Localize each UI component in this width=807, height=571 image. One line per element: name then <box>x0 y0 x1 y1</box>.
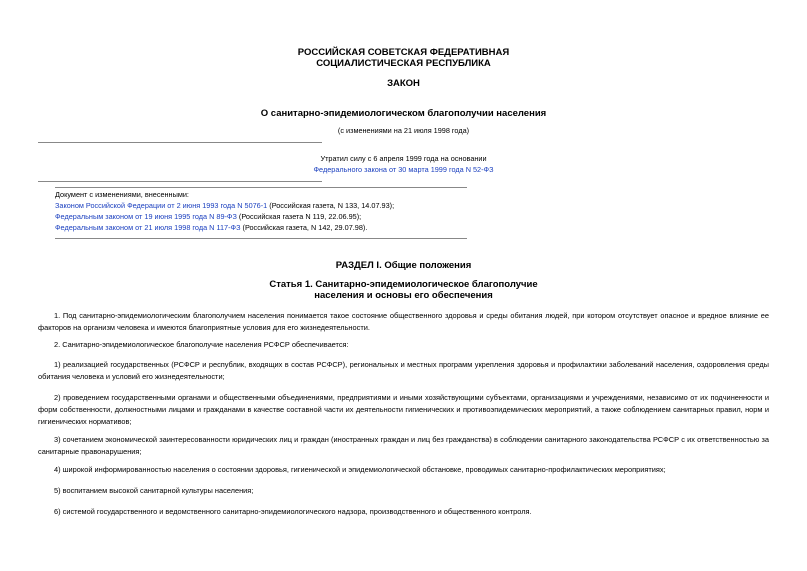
paragraph <box>38 339 769 351</box>
divider <box>38 142 322 143</box>
header-line-2: СОЦИАЛИСТИЧЕСКАЯ РЕСПУБЛИКА <box>316 58 491 69</box>
article-title-line-1: Статья 1. Санитарно-эпидемиологическое благополучие <box>269 279 538 290</box>
paragraph <box>38 310 769 334</box>
divider <box>38 181 322 182</box>
paragraph-text: 1. Под санитарно-эпидемиологическим благополучием населения понимается такое состояние общественного здоровья и среды обитания людей, при котором отсутствует опасное и вредное влияние ее факторов на организм человека и имеются благоприятные условия для его жизнедеятельности. <box>38 311 769 332</box>
paragraph <box>38 464 769 476</box>
amendment-link[interactable]: Федеральным законом от 21 июля 1998 года N 117-ФЗ <box>55 223 241 232</box>
amendment-link[interactable]: Федеральным законом от 19 июня 1995 года N 89-ФЗ <box>55 212 237 221</box>
void-notice-link[interactable]: Федерального закона от 30 марта 1999 года N 52-ФЗ <box>313 165 494 174</box>
amendment-source: (Российская газета, N 133, 14.07.93); <box>267 201 395 210</box>
paragraph-text: 6) системой государственного и ведомственного санитарно-эпидемиологического надзора, производственного и общественного контроля. <box>54 507 532 516</box>
paragraph-text: 2. Санитарно-эпидемиологическое благополучие населения РСФСР обеспечивается: <box>54 340 349 349</box>
paragraph <box>38 359 769 383</box>
paragraph <box>38 506 769 518</box>
amendment-item <box>55 201 394 211</box>
law-label: ЗАКОН <box>387 78 420 89</box>
paragraph <box>38 485 769 497</box>
amendment-item <box>55 212 361 222</box>
paragraph <box>38 392 769 428</box>
divider <box>55 187 467 188</box>
section-title: РАЗДЕЛ I. Общие положения <box>335 260 472 271</box>
paragraph-text: 3) сочетанием экономической заинтересованности юридических лиц и граждан (иностранных граждан и лиц без гражданства) в соблюдении санитарного законодательства РСФСР с их ответственностью за санитарные правонарушения; <box>38 435 769 456</box>
divider <box>55 238 467 239</box>
paragraph <box>38 434 769 458</box>
amendment-link[interactable]: Законом Российской Федерации от 2 июня 1993 года N 5076-1 <box>55 201 268 210</box>
amendment-source: (Российская газета N 119, 22.06.95); <box>236 212 362 221</box>
header-line-1: РОССИЙСКАЯ СОВЕТСКАЯ ФЕДЕРАТИВНАЯ <box>297 47 510 58</box>
paragraph-text: 1) реализацией государственных (РСФСР и республик, входящих в состав РСФСР), региональных и местных программ укрепления здоровья и профилактики заболеваний населения, оздоровления среды обитания человека и условий его жизнедеятельности; <box>38 360 769 381</box>
amendments-intro: Документ с изменениями, внесенными: <box>55 190 189 199</box>
paragraph-text: 2) проведением государственными органами и общественными объединениями, предприятиями и иными хозяйствующими субъектами, организациями и учреждениями, независимо от их подчиненности и форм собственности, должностными лицами и гражданами в качестве составной части их деятельности гигиенических и противоэпидемических мероприятий, а также соблюдением санитарных правил, норм и гигиенических нормативов; <box>38 393 769 426</box>
paragraph-text: 5) воспитанием высокой санитарной культуры населения; <box>54 486 254 495</box>
amendment-source: (Российская газета, N 142, 29.07.98). <box>240 223 368 232</box>
document-title: О санитарно-эпидемиологическом благополучии населения <box>260 108 547 119</box>
void-notice-text: Утратил силу с 6 апреля 1999 года на основании <box>320 154 487 163</box>
amended-note: (с изменениями на 21 июля 1998 года) <box>337 126 470 135</box>
paragraph-text: 4) широкой информированностью населения о состоянии здоровья, гигиенической и эпидемиологической обстановке, проводимых санитарно-профилактических мероприятиях; <box>54 465 666 474</box>
amendment-item <box>55 223 367 233</box>
article-title-line-2: населения и основы его обеспечения <box>314 290 493 301</box>
